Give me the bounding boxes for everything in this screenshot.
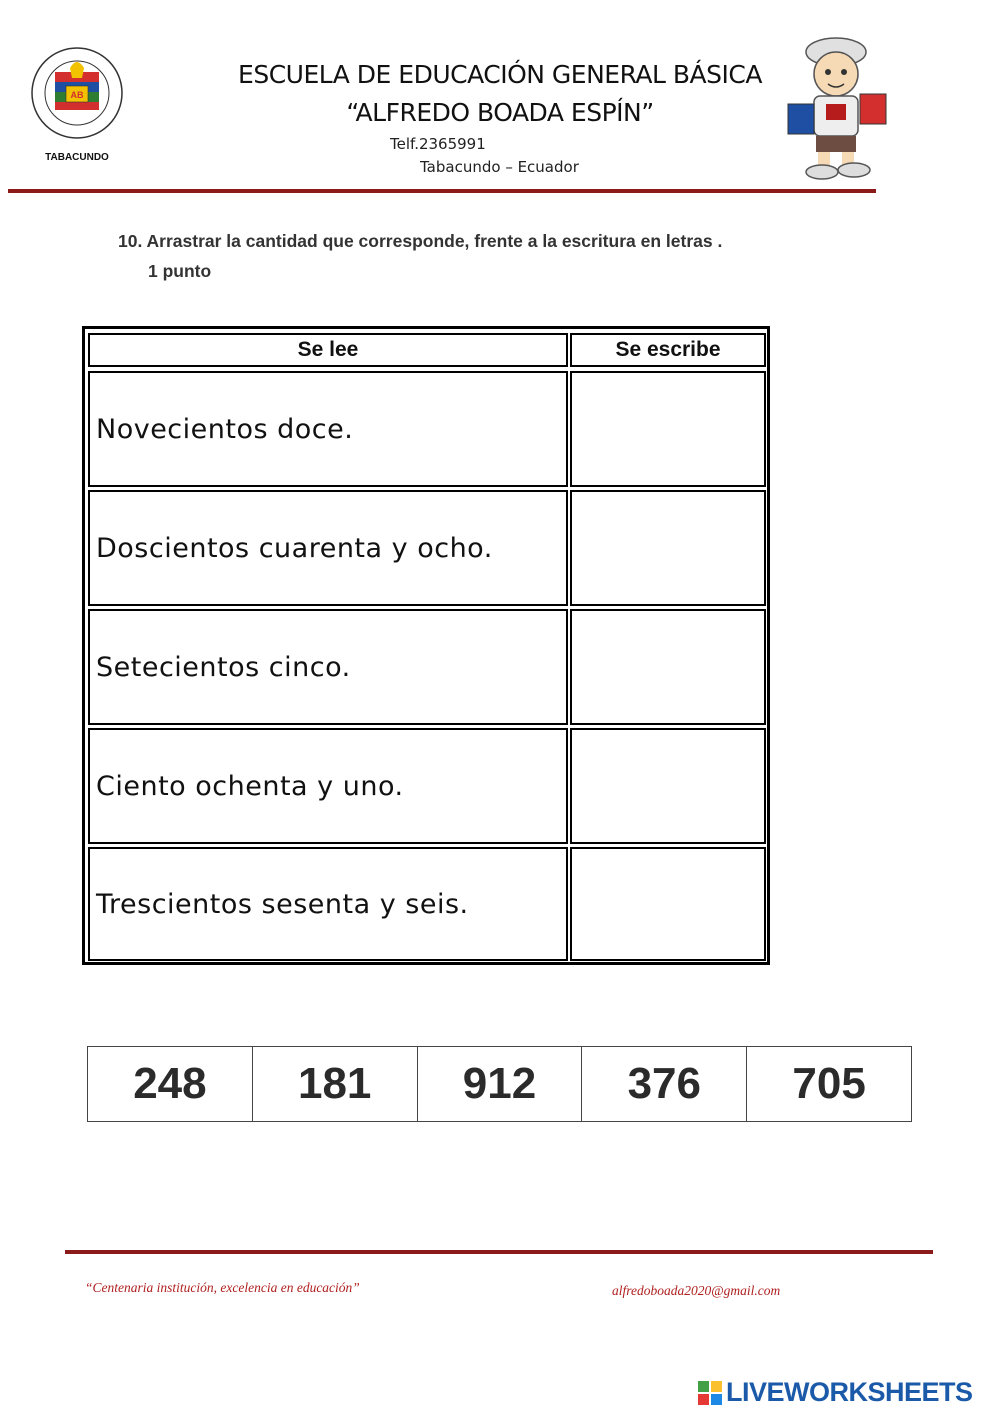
school-location: Tabacundo – Ecuador bbox=[420, 158, 579, 176]
row-4-words: Ciento ochenta y uno. bbox=[88, 728, 568, 844]
school-name: ESCUELA DE EDUCACIÓN GENERAL BÁSICA bbox=[238, 60, 762, 89]
liveworksheets-logo-icon bbox=[697, 1380, 723, 1406]
svg-text:TABACUNDO: TABACUNDO bbox=[45, 152, 109, 163]
row-3-words: Setecientos cinco. bbox=[88, 609, 568, 725]
question-points: 1 punto bbox=[148, 261, 212, 281]
row-5-words: Trescientos sesenta y seis. bbox=[88, 847, 568, 961]
liveworksheets-brand bbox=[697, 1377, 973, 1408]
liveworksheets-wordmark: LIVEWORKSHEETS bbox=[726, 1377, 973, 1407]
draggable-number-tile[interactable]: 248 bbox=[88, 1047, 253, 1121]
school-motto: “Centenaria institución, excelencia en educación” bbox=[85, 1280, 360, 1295]
row-4-drop-zone[interactable] bbox=[570, 728, 766, 844]
row-1-words: Novecientos doce. bbox=[88, 371, 568, 487]
school-email: alfredoboada2020@gmail.com bbox=[612, 1283, 781, 1298]
school-subname: “ALFREDO BOADA ESPÍN” bbox=[346, 98, 654, 127]
draggable-number-tile[interactable]: 912 bbox=[418, 1047, 583, 1121]
draggable-number-tile[interactable]: 181 bbox=[253, 1047, 418, 1121]
school-logo bbox=[22, 38, 132, 168]
header-divider bbox=[8, 189, 876, 193]
row-3-drop-zone[interactable] bbox=[570, 609, 766, 725]
matching-table bbox=[82, 326, 770, 965]
row-2-words: Doscientos cuarenta y ocho. bbox=[88, 490, 568, 606]
student-mascot-illustration bbox=[780, 32, 892, 180]
row-1-drop-zone[interactable] bbox=[570, 371, 766, 487]
draggable-number-tile[interactable]: 376 bbox=[582, 1047, 747, 1121]
header-se-escribe: Se escribe bbox=[570, 333, 766, 367]
header-se-lee: Se lee bbox=[88, 333, 568, 367]
draggable-number-tile[interactable]: 705 bbox=[792, 1059, 866, 1108]
school-phone: Telf.2365991 bbox=[390, 135, 486, 153]
number-bank bbox=[87, 1046, 912, 1122]
question-instruction: 10. Arrastrar la cantidad que corresponde, frente a la escritura en letras . bbox=[118, 231, 723, 251]
svg-text:AB: AB bbox=[70, 90, 84, 100]
footer-divider bbox=[65, 1250, 933, 1254]
row-5-drop-zone[interactable] bbox=[570, 847, 766, 961]
row-2-drop-zone[interactable] bbox=[570, 490, 766, 606]
